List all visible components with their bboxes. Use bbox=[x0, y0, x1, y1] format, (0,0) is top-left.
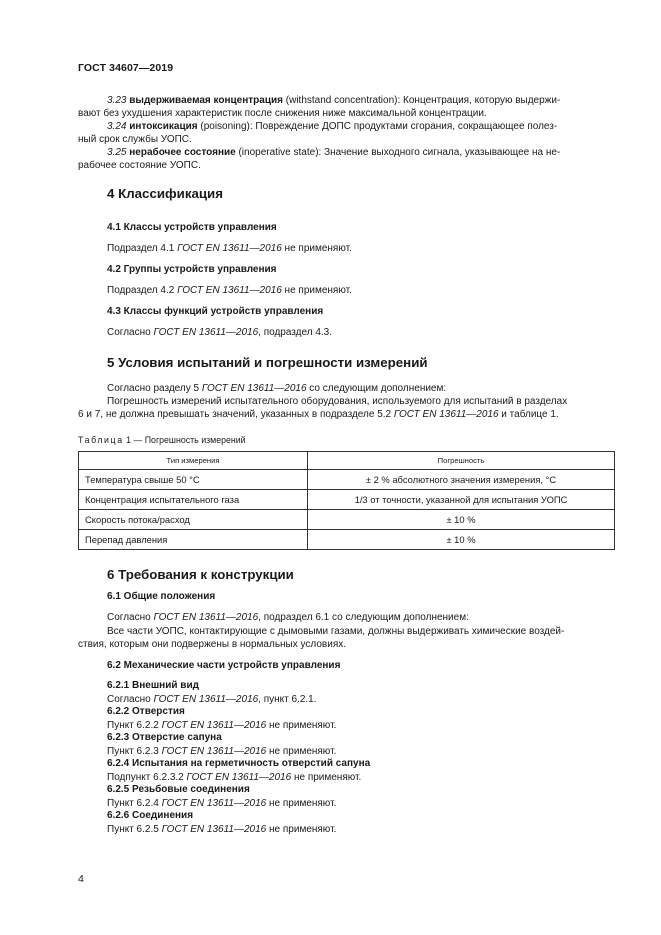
term-3-24-line2: ный срок службы УОПС. bbox=[78, 134, 192, 145]
standard-number: ГОСТ 34607—2019 bbox=[78, 62, 174, 74]
section-6-2-3-text: Пункт 6.2.3 ГОСТ EN 13611—2016 не применяют. bbox=[107, 746, 337, 757]
table-cell: ± 10 % bbox=[308, 510, 615, 530]
table-cell: ± 2 % абсолютного значения измерения, °С bbox=[308, 470, 615, 490]
section-6-2-2-text: Пункт 6.2.2 ГОСТ EN 13611—2016 не применяют. bbox=[107, 720, 337, 731]
section-4-2-heading: 4.2 Группы устройств управления bbox=[107, 264, 277, 275]
section-6-2-1-heading: 6.2.1 Внешний вид bbox=[107, 680, 199, 691]
term-3-24-line1: 3.24 интоксикация (poisoning): Повреждение ДОПС продуктами сгорания, сокращающее полез- bbox=[107, 121, 558, 132]
section-6-2-1-text: Согласно ГОСТ EN 13611—2016, пункт 6.2.1. bbox=[107, 694, 317, 705]
section-6-2-6-heading: 6.2.6 Соединения bbox=[107, 810, 194, 821]
section-4-2-text: Подраздел 4.2 ГОСТ EN 13611—2016 не применяют. bbox=[107, 285, 352, 296]
table-cell: Скорость потока/расход bbox=[79, 510, 308, 530]
section-6-heading: 6 Требования к конструкции bbox=[107, 567, 294, 582]
section-6-2-5-heading: 6.2.5 Резьбовые соединения bbox=[107, 784, 250, 795]
section-6-2-2-heading: 6.2.2 Отверстия bbox=[107, 706, 185, 717]
term-3-25-line2: рабочее состояние УОПС. bbox=[78, 160, 201, 171]
section-5-heading: 5 Условия испытаний и погрешности измерений bbox=[107, 355, 428, 370]
section-5-para2-line1: Погрешность измерений испытательного оборудования, используемого для испытаний в разделах bbox=[107, 396, 568, 407]
table-header-row bbox=[79, 452, 615, 470]
term-3-23-line1: 3.23 выдерживаемая концентрация (withstand concentration): Концентрация, которую выдержи- bbox=[107, 95, 561, 106]
section-4-1-heading: 4.1 Классы устройств управления bbox=[107, 222, 277, 233]
table-row bbox=[79, 530, 615, 550]
section-4-3-text: Согласно ГОСТ EN 13611—2016, подраздел 4.3. bbox=[107, 327, 333, 338]
section-5-para2-line2: 6 и 7, не должна превышать значений, указанных в подразделе 5.2 ГОСТ EN 13611—2016 и таблице 1. bbox=[78, 409, 559, 420]
measurement-error-table bbox=[78, 451, 615, 550]
section-6-1-heading: 6.1 Общие положения bbox=[107, 591, 216, 602]
section-6-1-para2-line1: Все части УОПС, контактирующие с дымовыми газами, должны выдерживать химические воздей- bbox=[107, 626, 565, 637]
table-row bbox=[79, 510, 615, 530]
section-6-2-6-text: Пункт 6.2.5 ГОСТ EN 13611—2016 не применяют. bbox=[107, 824, 337, 835]
term-3-23-line2: вают без ухудшения характеристик после снижения ниже максимальной концентрации. bbox=[78, 108, 487, 119]
table-row bbox=[79, 490, 615, 510]
table-cell: Температура свыше 50 °С bbox=[79, 470, 308, 490]
table-row bbox=[79, 470, 615, 490]
table-cell: Концентрация испытательного газа bbox=[79, 490, 308, 510]
section-4-1-text: Подраздел 4.1 ГОСТ EN 13611—2016 не применяют. bbox=[107, 243, 352, 254]
section-6-1-para1: Согласно ГОСТ EN 13611—2016, подраздел 6.1 со следующим дополнением: bbox=[107, 612, 469, 623]
column-header-type: Тип измерения bbox=[79, 452, 308, 470]
section-6-2-4-text: Подпункт 6.2.3.2 ГОСТ EN 13611—2016 не применяют. bbox=[107, 772, 362, 783]
table-cell: ± 10 % bbox=[308, 530, 615, 550]
section-4-heading: 4 Классификация bbox=[107, 186, 223, 201]
section-4-3-heading: 4.3 Классы функций устройств управления bbox=[107, 306, 324, 317]
section-6-1-para2-line2: ствия, которым они подвержены в нормальных условиях. bbox=[78, 639, 347, 650]
table-cell: Перепад давления bbox=[79, 530, 308, 550]
section-6-2-4-heading: 6.2.4 Испытания на герметичность отверстий сапуна bbox=[107, 758, 371, 769]
term-3-25-line1: 3.25 нерабочее состояние (inoperative state): Значение выходного сигнала, указывающее на не- bbox=[107, 147, 561, 158]
section-6-2-5-text: Пункт 6.2.4 ГОСТ EN 13611—2016 не применяют. bbox=[107, 798, 337, 809]
table-cell: 1/3 от точности, указанной для испытания УОПС bbox=[308, 490, 615, 510]
section-6-2-heading: 6.2 Механические части устройств управления bbox=[107, 660, 341, 671]
page-number: 4 bbox=[78, 873, 84, 885]
table-caption: Таблица 1 — Погрешность измерений bbox=[78, 435, 246, 445]
section-5-para1: Согласно разделу 5 ГОСТ EN 13611—2016 со следующим дополнением: bbox=[107, 383, 447, 394]
section-6-2-3-heading: 6.2.3 Отверстие сапуна bbox=[107, 732, 222, 743]
column-header-error: Погрешность bbox=[308, 452, 615, 470]
